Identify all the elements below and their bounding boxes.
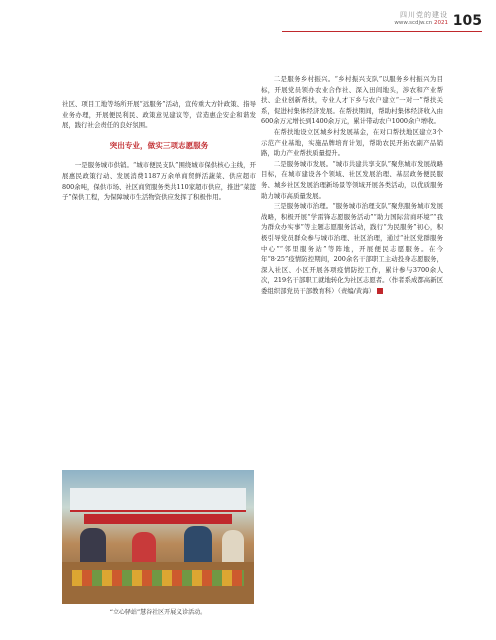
magazine-url [394, 20, 448, 26]
magazine-title: 四川党的建设 [400, 11, 448, 19]
photo-caption: “立心驿站”慧谷社区开展义诊活动。 [109, 609, 207, 616]
photo-tent [70, 488, 246, 512]
right-paragraph-4 [261, 201, 443, 296]
header-rule [282, 31, 482, 32]
right-paragraph-2: 在帮扶地设立区城乡村发展基金，在对口帮扶地区建立3个示范产业基地，实施品牌培育计划，帮助农民开拓农副产品销路，助力产业帮扶质量提升。 [261, 127, 443, 158]
section-title: 突出专业，做实三项志愿服务 [109, 140, 209, 150]
page-header [262, 9, 482, 33]
page-number: 105 [452, 13, 482, 29]
left-paragraph-1: 一是服务城市供销。“城市便民支队”围绕城市保供核心主线，开展惠民政策行动、发展消费1187万余单商贸鲜活蔬菜、供应超市800余吨，保供市场、社区商贸服务类共110家超市供应，推进“菜篮子”保供工程，为保障城市生活物资供应发挥了积极作用。 [62, 161, 256, 202]
intro-paragraph: 社区、项目工地等场所开展“远服务”活动，宣传重大方针政策、指导业务办理，开展便民利民、政策意见建议等，营造惠企安企和谐发展，践行社会责任的良好氛围。 [62, 100, 256, 130]
right-paragraph-1: 二是服务乡村振兴。“乡村振兴支队”以服务乡村振兴为目标，开展党员领办农业合作社、深入田间地头，涉农和产业帮扶、企业创新帮扶，专业人才下乡与农户建立“一对一”帮扶关系，促进村集体经济发展。在帮扶期间，帮助村集体经济收入由600余万元增长到1400余万元，累计带动农户1000余户增收。 [261, 75, 443, 126]
end-note: （责编/黄海） [337, 286, 375, 295]
photo-banner [84, 514, 232, 524]
end-mark-icon [377, 288, 383, 294]
photo-produce [72, 570, 244, 586]
right-column [261, 74, 443, 296]
url-prefix: www.scdjw.cn [394, 20, 433, 26]
url-year: 2021 [434, 20, 448, 26]
event-photo [62, 470, 254, 604]
left-column [62, 99, 256, 203]
right-paragraph-4-text: 三是服务城市治理。“服务城市治理支队”聚焦服务城市发展战略，积极开展“学雷锋志愿服务活动”“助力国际营商环境”“我为群众办实事”等主题志愿服务活动，践行“为民服务”初心，积极引导党员群众参与城市治理、社区治理，通过“社区党群服务中心”“邻里服务站”等阵地，开展便民志愿服务。在今年“8·25”疫情防控期间，200余名干部职工主动投身志愿服务，深入社区、小区开展各项疫情防控工作，累计参与3700余人次，219名干部职工就地转化为社区志愿者。（作者系成都高新区委组织部党员干部教育科） [261, 202, 443, 295]
right-paragraph-3: 二是服务城市发展。“城市共建共享支队”聚焦城市发展战略目标，在城市建设各个领域、社区发展治理、基层政务便民服务、城乡社区发展治理新场景等领域开展各类活动，以优质服务助力城市高质量发展。 [261, 159, 443, 200]
